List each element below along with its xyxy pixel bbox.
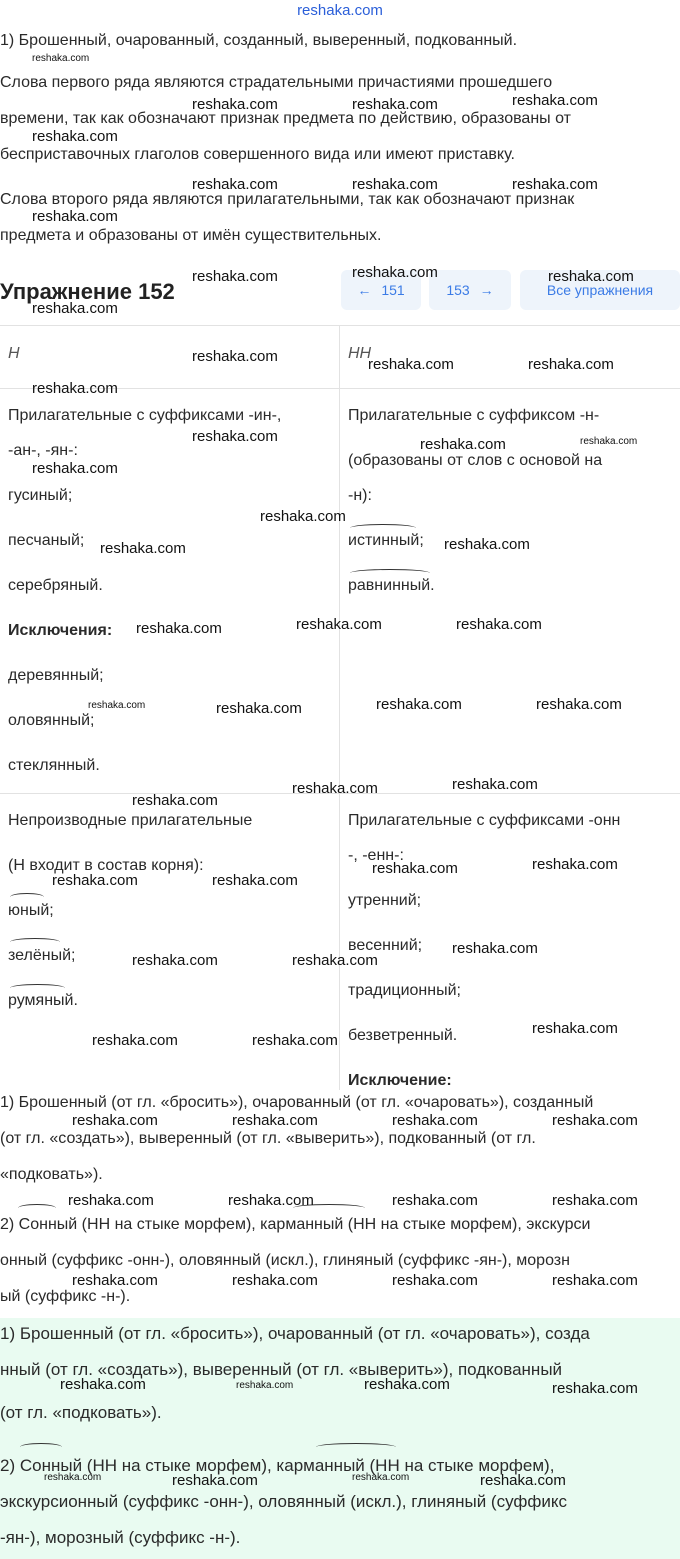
watermark: reshaka.com [536, 696, 622, 713]
table-cell-text: -, -енн-: [348, 847, 404, 864]
answer-line: -ян-), морозный (суффикс -н-). [0, 1528, 241, 1547]
table-cell-text: традиционный; [348, 982, 461, 999]
watermark: reshaka.com [552, 1192, 638, 1209]
watermark: reshaka.com [352, 176, 438, 193]
prev-exercise-label: 151 [381, 282, 405, 298]
watermark: reshaka.com [32, 128, 118, 145]
watermark: reshaka.com [372, 860, 458, 877]
table-cell-text: Прилагательные с суффиксом -н- [348, 407, 600, 424]
watermark: reshaka.com [72, 1112, 158, 1129]
watermark: reshaka.com [444, 536, 530, 553]
watermark: reshaka.com [392, 1112, 478, 1129]
watermark: reshaka.com [72, 1272, 158, 1289]
answer-line: 1) Брошенный (от гл. «бросить»), очарованный (от гл. «очаровать»), созда [0, 1324, 590, 1343]
table-header-n: Н [8, 345, 20, 362]
table-cell-text: Исключение: [348, 1072, 452, 1089]
next-exercise-label: 153 [446, 282, 470, 298]
watermark: reshaka.com [512, 92, 598, 109]
table-cell-text: деревянный; [8, 667, 104, 684]
table-cell-text: равнинный. [348, 577, 435, 594]
table-cell-text: юный; [8, 902, 54, 919]
watermark: reshaka.com [552, 1380, 638, 1397]
watermark: reshaka.com [236, 1380, 294, 1391]
watermark: reshaka.com [192, 96, 278, 113]
watermark: reshaka.com [292, 952, 378, 969]
watermark: reshaka.com [32, 53, 90, 64]
watermark: reshaka.com [60, 1376, 146, 1393]
answer-line: (от гл. «подковать»). [0, 1403, 162, 1422]
table-cell-text: (Н входит в состав корня): [8, 857, 204, 874]
watermark: reshaka.com [192, 428, 278, 445]
next-exercise-button[interactable] [429, 270, 511, 310]
table-cell-text: -ан-, -ян-: [8, 442, 78, 459]
paragraph-line: бесприставочных глаголов совершенного вида или имеют приставку. [0, 146, 515, 163]
watermark: reshaka.com [392, 1272, 478, 1289]
paragraph-line: времени, так как обозначают признак предмета по действию, образованы от [0, 110, 571, 127]
watermark: reshaka.com [364, 1376, 450, 1393]
table-divider [339, 325, 340, 1090]
answer-line: экскурсионный (суффикс -онн-), оловянный (искл.), глиняный (суффикс [0, 1492, 567, 1511]
watermark: reshaka.com [192, 268, 278, 285]
paragraph-line: предмета и образованы от имён существительных. [0, 227, 382, 244]
watermark: reshaka.com [192, 176, 278, 193]
watermark: reshaka.com [352, 1472, 410, 1483]
watermark: reshaka.com [132, 952, 218, 969]
watermark: reshaka.com [548, 268, 634, 285]
table-cell-text: -н): [348, 487, 372, 504]
table-cell-text: стеклянный. [8, 757, 100, 774]
watermark: reshaka.com [528, 356, 614, 373]
table-cell-text: песчаный; [8, 532, 85, 549]
watermark: reshaka.com [252, 1032, 338, 1049]
watermark: reshaka.com [552, 1112, 638, 1129]
table-cell-text: Прилагательные с суффиксами -онн [348, 812, 621, 829]
watermark: reshaka.com [32, 380, 118, 397]
watermark: reshaka.com [452, 940, 538, 957]
watermark: reshaka.com [368, 356, 454, 373]
watermark: reshaka.com [216, 700, 302, 717]
table-cell-text: Исключения: [8, 622, 113, 639]
watermark: reshaka.com [392, 1192, 478, 1209]
watermark: reshaka.com [44, 1472, 102, 1483]
table-cell-text: истинный; [348, 532, 424, 549]
watermark: reshaka.com [32, 300, 118, 317]
watermark: reshaka.com [32, 460, 118, 477]
watermark: reshaka.com [480, 1472, 566, 1489]
table-cell-text: Прилагательные с суффиксами -ин-, [8, 407, 282, 424]
watermark: reshaka.com [232, 1112, 318, 1129]
answer-line: 2) Сонный (НН на стыке морфем), карманный (НН на стыке морфем), экскурси [0, 1216, 591, 1233]
watermark: reshaka.com [172, 1472, 258, 1489]
table-header-nn: НН [348, 345, 372, 362]
watermark: reshaka.com [452, 776, 538, 793]
watermark: reshaka.com [232, 1272, 318, 1289]
watermark: reshaka.com [532, 856, 618, 873]
watermark: reshaka.com [532, 1020, 618, 1037]
watermark: reshaka.com [192, 348, 278, 365]
site-header-link[interactable]: reshaka.com [297, 2, 383, 19]
table-cell-text: гусиный; [8, 487, 73, 504]
paragraph-line: Слова первого ряда являются страдательными причастиями прошедшего [0, 74, 553, 91]
watermark: reshaka.com [456, 616, 542, 633]
watermark: reshaka.com [228, 1192, 314, 1209]
table-cell-text: румяный. [8, 992, 78, 1009]
root-arc-mark [316, 1443, 396, 1451]
table-cell-text: безветренный. [348, 1027, 458, 1044]
table-cell-text: весенний; [348, 937, 423, 954]
watermark: reshaka.com [376, 696, 462, 713]
watermark: reshaka.com [68, 1192, 154, 1209]
watermark: reshaka.com [132, 792, 218, 809]
arrow-right-icon: → [479, 282, 494, 298]
table-cell-text: зелёный; [8, 947, 76, 964]
table-cell-text: Непроизводные прилагательные [8, 812, 253, 829]
root-arc-mark [18, 1204, 56, 1212]
watermark: reshaka.com [420, 436, 506, 453]
all-exercises-label: Все упражнения [546, 282, 654, 298]
answer-line: 1) Брошенный (от гл. «бросить»), очарованный (от гл. «очаровать»), созданный [0, 1092, 680, 1114]
watermark: reshaka.com [212, 872, 298, 889]
watermark: reshaka.com [92, 1032, 178, 1049]
root-arc-mark [20, 1443, 62, 1451]
watermark: reshaka.com [88, 700, 146, 711]
answer-line: нный (от гл. «создать»), выверенный (от гл. «выверить»), подкованный [0, 1360, 563, 1379]
watermark: reshaka.com [52, 872, 138, 889]
table-cell-text: (образованы от слов с основой на [348, 452, 603, 469]
paragraph-line: Слова второго ряда являются прилагательными, так как обозначают признак [0, 191, 575, 208]
answer-line-1: 1) Брошенный, очарованный, созданный, выверенный, подкованный. [0, 32, 518, 49]
watermark: reshaka.com [512, 176, 598, 193]
table-cell-text: утренний; [348, 892, 422, 909]
answer-line: 2) Сонный (НН на стыке морфем), карманный (НН на стыке морфем), [0, 1456, 555, 1475]
watermark: reshaka.com [352, 264, 438, 281]
watermark: reshaka.com [32, 208, 118, 225]
answer-line: онный (суффикс -онн-), оловянный (искл.), глиняный (суффикс -ян-), морозн [0, 1252, 570, 1269]
arrow-left-icon: ← [357, 282, 372, 298]
exercise-title: Упражнение 152 [0, 279, 175, 304]
watermark: reshaka.com [552, 1272, 638, 1289]
answer-highlight-block [0, 1318, 680, 1559]
watermark: reshaka.com [260, 508, 346, 525]
table-cell-text: оловянный; [8, 712, 95, 729]
watermark: reshaka.com [136, 620, 222, 637]
watermark: reshaka.com [292, 780, 378, 797]
answer-line: ый (суффикс -н-). [0, 1288, 131, 1305]
watermark: reshaka.com [352, 96, 438, 113]
answer-line: «подковать»). [0, 1166, 103, 1183]
watermark: reshaka.com [296, 616, 382, 633]
answer-line: (от гл. «создать»), выверенный (от гл. «выверить»), подкованный (от гл. [0, 1130, 536, 1147]
watermark: reshaka.com [580, 436, 638, 447]
watermark: reshaka.com [100, 540, 186, 557]
table-cell-text: серебряный. [8, 577, 103, 594]
